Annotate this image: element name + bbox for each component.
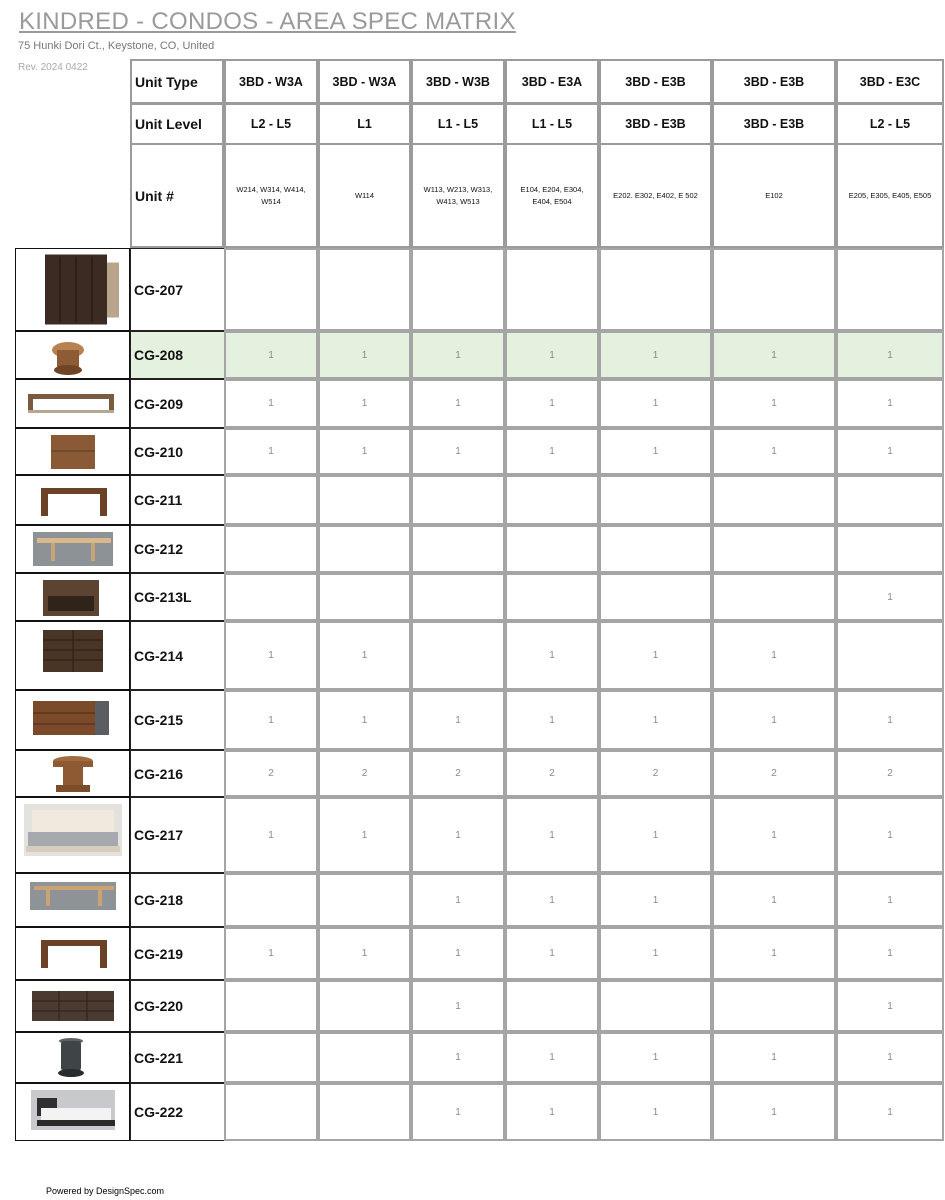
dining-table-image	[29, 528, 117, 570]
media-console-image	[23, 693, 123, 747]
quantity-cell: 1	[712, 927, 836, 980]
long-table-image	[28, 876, 118, 924]
quantity-cell: 2	[411, 750, 505, 797]
quantity-cell	[712, 248, 836, 331]
quantity-cell	[318, 1032, 411, 1083]
quantity-cell: 1	[836, 573, 944, 621]
unit-number-header: E202. E302, E402, E 502	[599, 143, 712, 248]
quantity-cell: 1	[318, 621, 411, 690]
product-thumbnail	[15, 1032, 130, 1083]
quantity-cell	[505, 248, 599, 331]
unit-type-header: 3BD - E3C	[836, 59, 944, 104]
quantity-cell: 1	[712, 873, 836, 927]
quantity-cell: 1	[505, 690, 599, 750]
quantity-cell: 1	[599, 797, 712, 873]
quantity-cell: 1	[836, 927, 944, 980]
item-code: CG-222	[130, 1083, 224, 1141]
quantity-cell: 1	[505, 1083, 599, 1141]
quantity-cell: 1	[836, 690, 944, 750]
quantity-cell: 1	[318, 331, 411, 379]
product-thumbnail	[15, 331, 130, 379]
product-thumbnail	[15, 797, 130, 873]
quantity-cell: 1	[224, 927, 318, 980]
console-table-image	[23, 478, 123, 522]
item-code: CG-213L	[130, 573, 224, 621]
quantity-cell	[318, 1083, 411, 1141]
quantity-cell	[836, 475, 944, 525]
unit-type-header: 3BD - E3B	[712, 59, 836, 104]
unit-level-header: L1 - L5	[505, 103, 599, 145]
item-code: CG-220	[130, 980, 224, 1032]
quantity-cell: 1	[712, 428, 836, 475]
quantity-cell: 1	[505, 873, 599, 927]
quantity-cell: 1	[224, 331, 318, 379]
quantity-cell: 1	[599, 873, 712, 927]
quantity-cell: 1	[599, 690, 712, 750]
quantity-cell: 1	[712, 621, 836, 690]
unit-number-label: Unit #	[130, 143, 224, 248]
quantity-cell	[712, 573, 836, 621]
quantity-cell	[712, 475, 836, 525]
quantity-cell	[224, 475, 318, 525]
quantity-cell: 2	[505, 750, 599, 797]
unit-number-header: E102	[712, 143, 836, 248]
quantity-cell	[505, 573, 599, 621]
unit-type-label: Unit Type	[130, 59, 224, 104]
product-thumbnail	[15, 525, 130, 573]
quantity-cell: 1	[411, 331, 505, 379]
quantity-cell	[224, 873, 318, 927]
quantity-cell	[836, 621, 944, 690]
product-thumbnail	[15, 475, 130, 525]
quantity-cell: 1	[224, 797, 318, 873]
page-title: KINDRED - CONDOS - AREA SPEC MATRIX	[19, 8, 516, 35]
unit-type-header: 3BD - E3B	[599, 59, 712, 104]
item-code: CG-216	[130, 750, 224, 797]
quantity-cell: 1	[712, 690, 836, 750]
quantity-cell	[224, 980, 318, 1032]
unit-level-header: 3BD - E3B	[599, 103, 712, 145]
quantity-cell: 1	[836, 1083, 944, 1141]
quantity-cell: 1	[505, 331, 599, 379]
quantity-cell: 1	[224, 621, 318, 690]
quantity-cell	[411, 475, 505, 525]
quantity-cell: 1	[224, 690, 318, 750]
quantity-cell	[599, 525, 712, 573]
quantity-cell: 1	[318, 690, 411, 750]
unit-level-header: L2 - L5	[836, 103, 944, 145]
product-thumbnail	[15, 1083, 130, 1141]
quantity-cell: 1	[505, 797, 599, 873]
product-thumbnail	[15, 379, 130, 428]
product-thumbnail	[15, 690, 130, 750]
quantity-cell: 1	[599, 379, 712, 428]
nightstand-cube-image	[23, 431, 123, 472]
item-code: CG-212	[130, 525, 224, 573]
wide-dresser-image	[26, 983, 120, 1029]
quantity-cell	[599, 980, 712, 1032]
quantity-cell: 1	[599, 1032, 712, 1083]
quantity-cell: 1	[712, 331, 836, 379]
quantity-cell	[599, 475, 712, 525]
armoire-cabinet-image	[23, 251, 123, 328]
bench-image	[23, 382, 123, 425]
footer-credit: Powered by DesignSpec.com	[46, 1186, 165, 1196]
unit-level-label: Unit Level	[130, 103, 224, 145]
unit-type-header: 3BD - W3A	[318, 59, 411, 104]
quantity-cell: 1	[224, 428, 318, 475]
unit-level-header: 3BD - E3B	[712, 103, 836, 145]
quantity-cell: 1	[411, 1083, 505, 1141]
item-code: CG-214	[130, 621, 224, 690]
quantity-cell: 1	[411, 927, 505, 980]
quantity-cell	[224, 1083, 318, 1141]
quantity-cell: 2	[712, 750, 836, 797]
quantity-cell: 1	[318, 797, 411, 873]
unit-number-header: W113, W213, W313, W413, W513	[411, 143, 505, 248]
quantity-cell	[318, 525, 411, 573]
item-code: CG-210	[130, 428, 224, 475]
product-thumbnail	[15, 873, 130, 927]
quantity-cell: 1	[224, 379, 318, 428]
item-code: CG-211	[130, 475, 224, 525]
quantity-cell: 1	[712, 1083, 836, 1141]
unit-number-header: E205, E305, E405, E505	[836, 143, 944, 248]
product-thumbnail	[15, 428, 130, 475]
unit-type-header: 3BD - E3A	[505, 59, 599, 104]
quantity-cell: 1	[836, 797, 944, 873]
unit-number-header: W114	[318, 143, 411, 248]
quantity-cell: 1	[411, 797, 505, 873]
quantity-cell	[411, 621, 505, 690]
quantity-cell: 1	[599, 1083, 712, 1141]
quantity-cell: 1	[599, 331, 712, 379]
quantity-cell	[224, 525, 318, 573]
quantity-cell: 2	[224, 750, 318, 797]
quantity-cell: 1	[599, 927, 712, 980]
unit-type-header: 3BD - W3A	[224, 59, 318, 104]
quantity-cell: 1	[505, 927, 599, 980]
quantity-cell: 1	[505, 379, 599, 428]
quantity-cell: 1	[599, 428, 712, 475]
quantity-cell: 1	[836, 1032, 944, 1083]
quantity-cell: 1	[411, 873, 505, 927]
item-code: CG-221	[130, 1032, 224, 1083]
nightstand-open-image	[23, 576, 123, 618]
quantity-cell	[224, 573, 318, 621]
item-code: CG-218	[130, 873, 224, 927]
quantity-cell	[599, 573, 712, 621]
quantity-cell: 1	[411, 980, 505, 1032]
dresser-image	[23, 624, 123, 687]
platform-bed-image	[27, 1086, 119, 1138]
item-code: CG-209	[130, 379, 224, 428]
quantity-cell: 1	[836, 428, 944, 475]
quantity-cell	[318, 573, 411, 621]
quantity-cell	[318, 248, 411, 331]
upholstered-bed-image	[20, 800, 126, 870]
unit-level-header: L2 - L5	[224, 103, 318, 145]
product-thumbnail	[15, 750, 130, 797]
unit-level-header: L1	[318, 103, 411, 145]
quantity-cell: 1	[505, 621, 599, 690]
quantity-cell	[599, 248, 712, 331]
revision-label: Rev. 2024 0422	[18, 62, 88, 73]
quantity-cell: 1	[836, 980, 944, 1032]
quantity-cell	[505, 525, 599, 573]
quantity-cell	[411, 573, 505, 621]
unit-type-header: 3BD - W3B	[411, 59, 505, 104]
quantity-cell	[712, 525, 836, 573]
quantity-cell: 1	[712, 379, 836, 428]
quantity-cell	[505, 475, 599, 525]
quantity-cell	[836, 525, 944, 573]
item-code: CG-219	[130, 927, 224, 980]
quantity-cell	[318, 873, 411, 927]
quantity-cell: 1	[712, 1032, 836, 1083]
quantity-cell: 2	[318, 750, 411, 797]
quantity-cell: 2	[599, 750, 712, 797]
unit-level-header: L1 - L5	[411, 103, 505, 145]
quantity-cell: 1	[411, 690, 505, 750]
console-table-image	[23, 930, 123, 977]
quantity-cell	[224, 248, 318, 331]
item-code: CG-207	[130, 248, 224, 331]
project-address: 75 Hunki Dori Ct., Keystone, CO, United	[18, 40, 215, 52]
quantity-cell	[411, 525, 505, 573]
quantity-cell: 1	[712, 797, 836, 873]
quantity-cell	[411, 248, 505, 331]
quantity-cell: 2	[836, 750, 944, 797]
quantity-cell	[712, 980, 836, 1032]
product-thumbnail	[15, 621, 130, 690]
quantity-cell: 1	[411, 1032, 505, 1083]
item-code: CG-217	[130, 797, 224, 873]
quantity-cell	[318, 475, 411, 525]
quantity-cell	[224, 1032, 318, 1083]
quantity-cell: 1	[505, 428, 599, 475]
quantity-cell: 1	[318, 428, 411, 475]
quantity-cell: 1	[318, 927, 411, 980]
quantity-cell: 1	[411, 379, 505, 428]
quantity-cell: 1	[836, 331, 944, 379]
item-code: CG-215	[130, 690, 224, 750]
quantity-cell	[505, 980, 599, 1032]
item-code: CG-208	[130, 331, 224, 379]
product-thumbnail	[15, 927, 130, 980]
quantity-cell: 1	[836, 873, 944, 927]
quantity-cell: 1	[411, 428, 505, 475]
product-thumbnail	[15, 980, 130, 1032]
drum-side-table-image	[23, 1035, 123, 1080]
pedestal-side-table-image	[23, 753, 123, 794]
wood-stump-table-image	[23, 334, 123, 376]
product-thumbnail	[15, 248, 130, 331]
unit-number-header: E104, E204, E304, E404, E504	[505, 143, 599, 248]
quantity-cell: 1	[505, 1032, 599, 1083]
unit-number-header: W214, W314, W414, W514	[224, 143, 318, 248]
quantity-cell	[836, 248, 944, 331]
quantity-cell: 1	[836, 379, 944, 428]
product-thumbnail	[15, 573, 130, 621]
quantity-cell: 1	[599, 621, 712, 690]
quantity-cell: 1	[318, 379, 411, 428]
quantity-cell	[318, 980, 411, 1032]
